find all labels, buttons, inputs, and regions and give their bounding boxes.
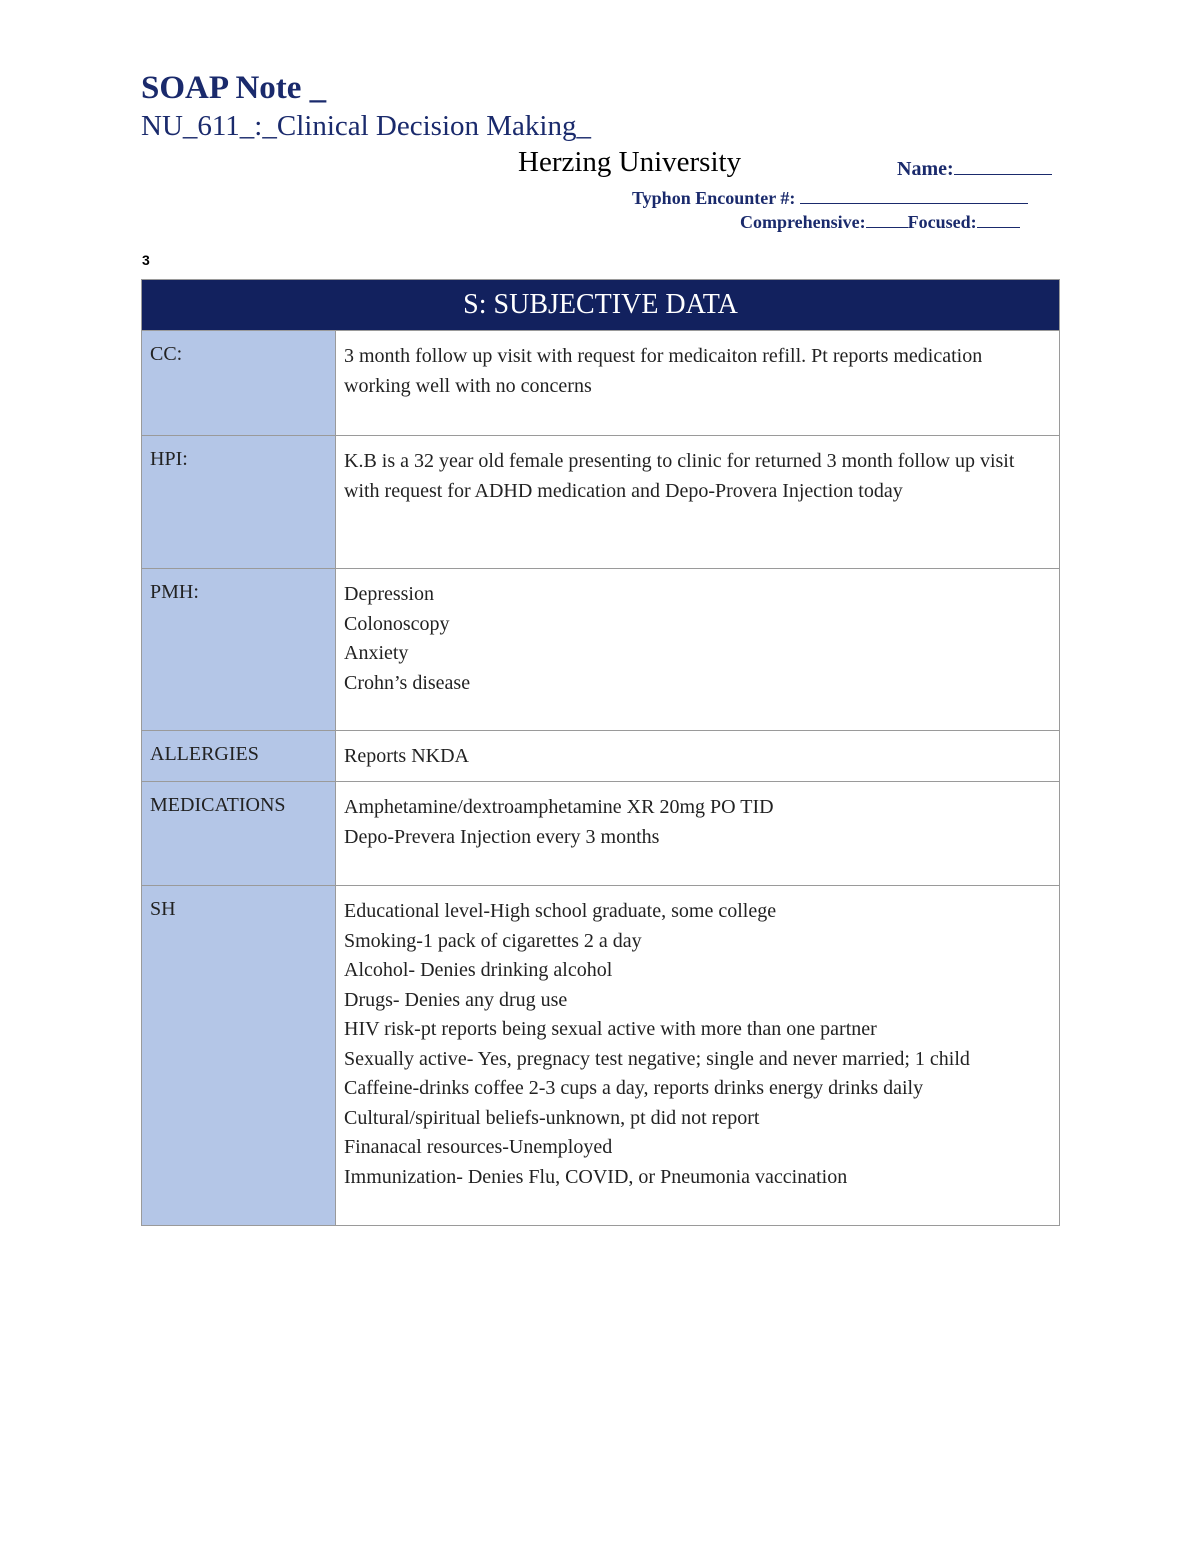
table-row xyxy=(142,731,1060,782)
row-label-cc: CC: xyxy=(142,331,336,436)
content-line: 3 month follow up visit with request for medicaiton refill. Pt reports medication working well with no concerns xyxy=(344,345,983,397)
row-content-pmh xyxy=(336,569,1060,731)
content-line: Drugs- Denies any drug use xyxy=(344,988,568,1011)
table-row xyxy=(142,569,1060,731)
document-title: SOAP Note _ xyxy=(141,70,327,106)
content-line: Crohn’s disease xyxy=(344,671,471,694)
content-line: Anxiety xyxy=(344,642,409,664)
row-label-pmh: PMH: xyxy=(142,569,336,731)
page-number: 3 xyxy=(142,252,150,268)
content-line: K.B is a 32 year old female presenting to clinic for returned 3 month follow up visit with request for ADHD medication and Depo-Provera Injection today xyxy=(344,450,1015,502)
focused-blank xyxy=(977,207,1020,228)
name-field xyxy=(897,154,1052,181)
typhon-label: Typhon Encounter #: xyxy=(632,188,796,208)
section-title: S: SUBJECTIVE DATA xyxy=(142,280,1060,331)
row-label-medications: MEDICATIONS xyxy=(142,782,336,886)
content-line: Immunization- Denies Flu, COVID, or Pneumonia vaccination xyxy=(344,1165,848,1188)
content-line: Depo-Prevera Injection every 3 months xyxy=(344,825,660,848)
content-line: Amphetamine/dextroamphetamine XR 20mg PO TID xyxy=(344,796,774,818)
university-name: Herzing University xyxy=(518,146,742,178)
subjective-data-table xyxy=(141,279,1060,1226)
table-row xyxy=(142,436,1060,569)
row-content-medications xyxy=(336,782,1060,886)
table-row xyxy=(142,886,1060,1226)
row-content-allergies xyxy=(336,731,1060,782)
content-line: Finanacal resources-Unemployed xyxy=(344,1136,613,1158)
name-label: Name: xyxy=(897,158,954,180)
table-row xyxy=(142,331,1060,436)
section-header-row xyxy=(142,280,1060,331)
row-content-cc xyxy=(336,331,1060,436)
content-line: Smoking-1 pack of cigarettes 2 a day xyxy=(344,929,642,952)
content-line: HIV risk-pt reports being sexual active with more than one partner xyxy=(344,1018,877,1040)
comprehensive-blank xyxy=(866,207,908,228)
course-title: NU_611_:_Clinical Decision Making_ xyxy=(141,110,591,142)
content-line: Caffeine-drinks coffee 2-3 cups a day, reports drinks energy drinks daily xyxy=(344,1077,924,1099)
table-row xyxy=(142,782,1060,886)
row-label-allergies: ALLERGIES xyxy=(142,731,336,782)
content-line: Reports NKDA xyxy=(344,745,469,767)
row-label-hpi: HPI: xyxy=(142,436,336,569)
document-header xyxy=(0,0,1200,270)
typhon-blank xyxy=(800,183,1028,204)
content-line: Cultural/spiritual beliefs-unknown, pt did not report xyxy=(344,1106,760,1129)
content-line: Colonoscopy xyxy=(344,612,450,635)
row-content-hpi xyxy=(336,436,1060,569)
row-content-sh xyxy=(336,886,1060,1226)
typhon-field xyxy=(632,183,1028,209)
encounter-type-field xyxy=(740,207,1020,233)
content-line: Educational level-High school graduate, some college xyxy=(344,900,777,922)
comprehensive-label: Comprehensive: xyxy=(740,212,866,232)
content-line: Depression xyxy=(344,583,434,605)
row-label-sh: SH xyxy=(142,886,336,1226)
content-line: Alcohol- Denies drinking alcohol xyxy=(344,959,613,981)
focused-label: Focused: xyxy=(907,212,977,232)
content-line: Sexually active- Yes, pregnacy test negative; single and never married; 1 child xyxy=(344,1047,970,1070)
name-blank xyxy=(954,154,1052,175)
